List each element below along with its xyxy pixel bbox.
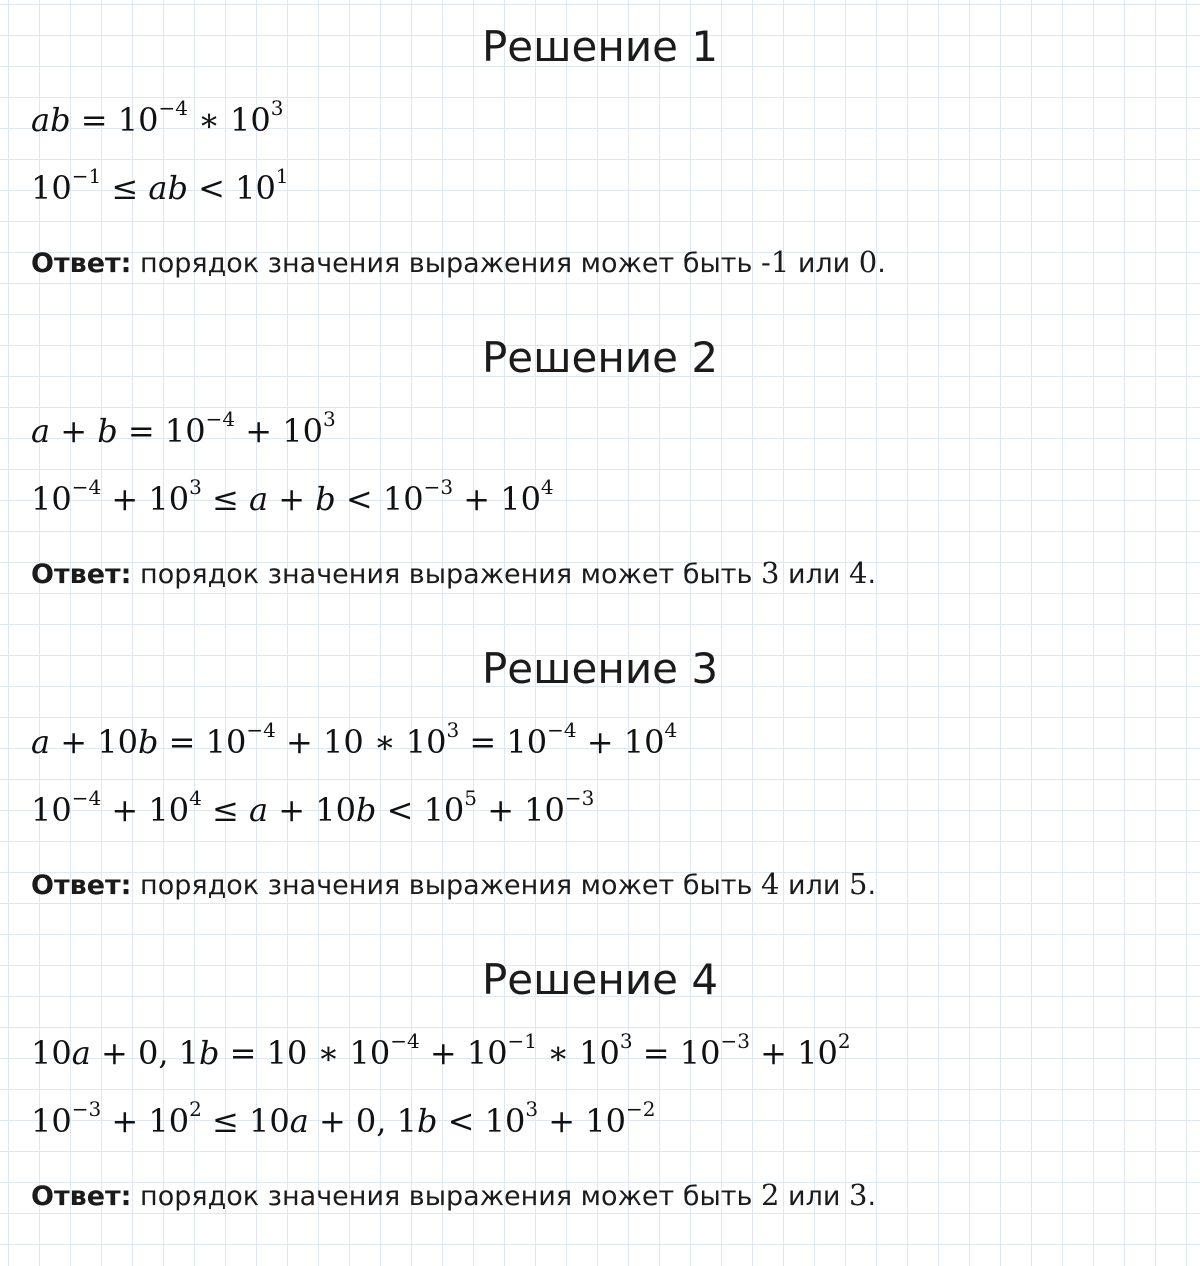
answer-text: порядок значения выражения может быть	[131, 248, 762, 279]
solution-1-section	[0, 0, 1200, 311]
answer-value-a: 3	[761, 556, 780, 590]
answer-value-a: -1	[761, 245, 790, 279]
answer-value-a: 2	[761, 1178, 780, 1212]
answer-conjunction: или	[789, 248, 859, 279]
answer-label: Ответ:	[31, 1181, 132, 1212]
solution-3-answer	[31, 866, 876, 904]
answer-text: порядок значения выражения может быть	[131, 559, 762, 590]
answer-text: порядок значения выражения может быть	[131, 870, 762, 901]
solution-3-title: Решение 3	[481, 644, 719, 693]
solution-4-equation-1: 10a + 0, 1b = 10 ∗ $10^{-4} + 10^{-1}$ ∗ $10^3 = 10^{-3} + 10^2$	[31, 1029, 851, 1072]
solution-3-section	[0, 622, 1200, 933]
answer-value-b: 5	[849, 867, 868, 901]
answer-text: порядок значения выражения может быть	[131, 1181, 762, 1212]
solution-2-answer	[31, 555, 876, 593]
solution-1-equation-1: ab = $10^{-4}$ ∗ $10^3$	[31, 96, 284, 139]
solution-4-section	[0, 933, 1200, 1244]
answer-label: Ответ:	[31, 870, 132, 901]
solution-1-answer	[31, 244, 886, 282]
answer-period: .	[867, 870, 877, 901]
solution-2-equation-1: $a + b = 10^{-4} + 10^3$	[31, 407, 336, 450]
answer-period: .	[867, 559, 877, 590]
solution-2-section	[0, 311, 1200, 622]
solution-1-equation-2: $10^{-1}$ ≤ ab < $10^1$	[31, 164, 289, 207]
solution-4-title: Решение 4	[481, 955, 719, 1004]
solution-4-equation-2: $10^{-3} + 10^2 \le 10a + 0$, $1b < 10^3 + 10^{-2}$	[31, 1097, 656, 1140]
answer-label: Ответ:	[31, 559, 132, 590]
solution-3-equation-1: $a + 10b = 10^{-4} + 10$ ∗ $10^3 = 10^{-4} + 10^4$	[31, 718, 678, 761]
solution-2-equation-2: $10^{-4} + 10^3 \le a + b < 10^{-3} + 10^4$	[31, 475, 554, 518]
answer-label: Ответ:	[31, 248, 132, 279]
answer-conjunction: или	[779, 1181, 849, 1212]
solution-4-answer	[31, 1177, 876, 1215]
answer-value-b: 3	[849, 1178, 868, 1212]
answer-value-b: 0	[858, 245, 878, 279]
solution-3-equation-2: $10^{-4} + 10^4 \le a + 10b < 10^5 + 10^{-3}$	[31, 786, 595, 829]
solution-2-title: Решение 2	[481, 333, 719, 382]
answer-conjunction: или	[779, 870, 849, 901]
solution-1-title: Решение 1	[481, 22, 719, 71]
answer-period: .	[867, 1181, 877, 1212]
answer-value-a: 4	[761, 867, 780, 901]
answer-period: .	[877, 248, 886, 279]
answer-conjunction: или	[779, 559, 849, 590]
answer-value-b: 4	[849, 556, 868, 590]
